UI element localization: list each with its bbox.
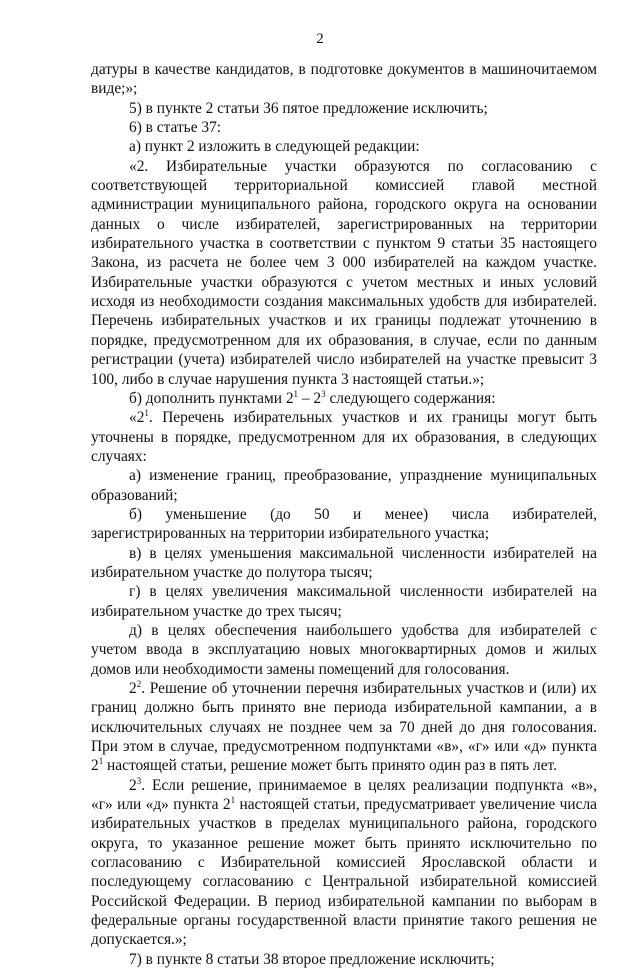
paragraph-text: «2. Избирательные участки образуются по согласованию с соответствующей территориальной комиссией главой местной администрации муниципального района, городского округа на основании данных о числе избирателей, зарегистрированных на территории избирательного участка в соответствии с пунктом 9 статьи 35 настоящего Закона, из расчета не более чем 3 000 избирателей на каждом участке. Избирательные участки образуются с учетом местных и иных условий исходя из необходимости создания максимальных удобств для избирателей. Перечень избирательных участков и их границы подлежат уточнению в порядке, предусмотренном для их образования, в случае, если по данным регистрации (учета) избирателей число избирателей на участке превысит 3 100, либо в случае нарушения пункта 3 настоящей статьи.»; (91, 157, 597, 388)
paragraph-text: д) в целях обеспечения наибольшего удобства для избирателей с учетом ввода в эксплуатацию новых многоквартирных домов и жилых домов или необходимости замены помещений для голосования. (91, 621, 597, 678)
paragraph-p10 (91, 582, 597, 621)
superscript: 1 (293, 388, 299, 399)
paragraph-text: 2 (129, 680, 137, 697)
paragraph-p7 (91, 466, 597, 505)
paragraph-p1 (91, 99, 597, 118)
paragraph-text: а) пункт 2 изложить в следующей редакции: (129, 138, 420, 156)
paragraph-text: – 2 (298, 389, 322, 407)
superscript: 3 (321, 388, 326, 399)
paragraph-text: . Перечень избирательных участков и их границы могут быть уточнены в порядке, предусмотренном для их образования, в следующих случаях: (91, 409, 597, 465)
paragraph-p2 (91, 118, 597, 137)
paragraph-text: б) дополнить пунктами 2 (129, 389, 294, 407)
paragraph-text: настоящей статьи, решение может быть принято один раз в пять лет. (103, 757, 557, 775)
paragraph-text: 2 (129, 776, 137, 794)
paragraph-p14 (91, 950, 597, 969)
paragraph-text: настоящей статьи, предусматривает увеличение числа избирательных участков в пределах муниципального района, городского округа, то указанное решение может быть принято исключительно по согласованию с Избирательной комиссией Ярославской области и последующему согласованию с Центральной избирательной комиссией Российской Федерации. В период избирательной кампании по выборам в федеральные органы государственной власти принятие такого решения не допускается.»; (91, 796, 597, 949)
paragraph-p11 (91, 621, 597, 679)
paragraph-p13 (91, 776, 597, 950)
paragraph-p3 (91, 137, 597, 156)
paragraph-text: а) изменение границ, преобразование, упразднение муниципальных образований; (91, 467, 597, 504)
paragraph-p4 (91, 157, 597, 389)
superscript: 1 (98, 756, 104, 767)
paragraph-p9 (91, 544, 597, 583)
page-number: 2 (316, 31, 324, 47)
paragraph-text: 7) в пункте 8 статьи 38 второе предложение исключить; (129, 950, 495, 968)
paragraph-text: в) в целях уменьшения максимальной численности избирателей на избирательном участке до полутора тысяч; (91, 544, 597, 581)
paragraph-p8 (91, 505, 597, 544)
paragraph-text: следующего содержания: (325, 389, 496, 407)
paragraph-text: г) в целях увеличения максимальной численности избирателей на избирательном участке до трех тысяч; (91, 583, 597, 620)
paragraph-text: «2 (129, 409, 145, 427)
paragraph-text: б) уменьшение (до 50 и менее) числа избирателей, зарегистрированных на территории избирательного участка; (91, 505, 597, 543)
paragraph-p12 (91, 679, 597, 776)
paragraph-text: . Если решение, принимаемое в целях реализации подпункта «в», «г» или «д» пункта 2 (91, 776, 597, 814)
paragraph-text: датуры в качестве кандидатов, в подготовке документов в машиночитаемом виде;»; (91, 61, 597, 98)
paragraph-p6 (91, 408, 597, 466)
paragraph-p0 (91, 60, 597, 99)
paragraph-p5 (91, 389, 597, 408)
paragraph-text: 6) в статье 37: (129, 119, 222, 137)
superscript: 1 (144, 408, 149, 419)
superscript: 1 (230, 795, 236, 806)
paragraph-text: 5) в пункте 2 статьи 36 пятое предложение исключить; (129, 99, 488, 117)
superscript: 3 (136, 775, 142, 786)
document-body (91, 60, 597, 969)
paragraph-text: . Решение об уточнении перечня избирательных участков и (или) их границ должно быть принято вне периода избирательной кампании, а в исключительных случаях не позднее чем за 70 дней до дня голосования. При этом в случае, предусмотренном подпунктами «в», «г» или «д» пункта 2 (91, 680, 597, 775)
superscript: 2 (136, 679, 142, 689)
